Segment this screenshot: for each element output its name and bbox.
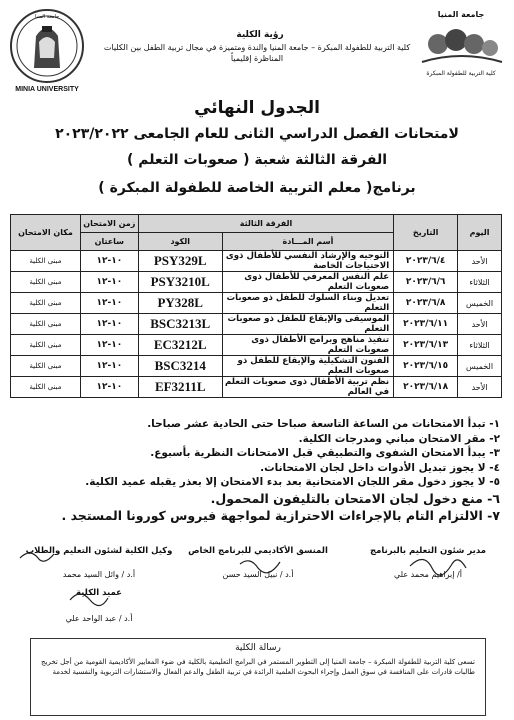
vision-title: رؤية الكلية <box>236 30 284 40</box>
exam-schedule-table <box>10 214 502 398</box>
row-place: مبنى الكلية <box>11 377 81 398</box>
row-subject: تنفيذ مناهج وبرامج الأطفال ذوى صعوبات التعلم <box>222 335 393 356</box>
page-title: الجدول النهائي <box>194 98 320 118</box>
header-time: زمن الامتحان <box>80 215 138 233</box>
faculty-message-box <box>30 638 486 716</box>
table-row <box>11 293 502 314</box>
header-code: الكود <box>138 233 222 251</box>
row-day: الثلاثاء <box>458 335 502 356</box>
row-time: ١٠-١٢ <box>80 251 138 272</box>
row-subject: الموسيقى والإيقاع للطفل ذو صعوبات التعلم <box>222 314 393 335</box>
note-item: ١- تبدأ الامتحانات من الساعة التاسعة صباحا حتى الحادية عشر صباحا. <box>147 418 500 430</box>
header-hours: ساعتان <box>80 233 138 251</box>
row-time: ١٠-١٢ <box>80 377 138 398</box>
row-place: مبنى الكلية <box>11 251 81 272</box>
row-date: ٢٠٢٣/٦/١٨ <box>394 377 458 398</box>
row-date: ٢٠٢٣/٦/١١ <box>394 314 458 335</box>
signature-director-name: أ/ إبراهيم محمد علي <box>394 570 462 579</box>
signature-vice-dean-name: أ.د / وائل السيد محمد <box>62 570 136 579</box>
signature-director-title: مدير شئون التعليم بالبرنامج <box>369 546 487 556</box>
signature-vice-dean-title: وكيل الكلية لشئون التعليم والطلاب <box>25 546 173 556</box>
row-subject: علم النفس المعرفي للأطفال ذوى صعوبات التعلم <box>222 272 393 293</box>
table-row <box>11 356 502 377</box>
row-code: PSY329L <box>138 251 222 272</box>
row-time: ١٠-١٢ <box>80 293 138 314</box>
faculty-logo <box>416 10 506 82</box>
row-time: ١٠-١٢ <box>80 314 138 335</box>
row-place: مبنى الكلية <box>11 272 81 293</box>
row-place: مبنى الكلية <box>11 356 81 377</box>
message-title: رسالة الكلية <box>235 643 281 653</box>
row-code: BSC3214 <box>138 356 222 377</box>
signature-coordinator-name: أ.د / نبيل السيد حسن <box>222 570 294 579</box>
logo-right-bottom: كلية التربية للطفولة المبكرة <box>426 70 496 77</box>
row-day: الخميس <box>458 356 502 377</box>
row-date: ٢٠٢٣/٦/٨ <box>394 293 458 314</box>
row-subject: التوجيه والإرشاد النفسي للأطفال ذوى الاحتياجات الخاصة <box>222 251 393 272</box>
row-day: الأحد <box>458 314 502 335</box>
signature-coordinator-title: المنسق الأكاديمي للبرنامج الخاص <box>188 546 328 556</box>
row-subject: نظم تربية الأطفال ذوى صعوبات التعلم في العالم <box>222 377 393 398</box>
header-subject: أسم المـــادة <box>222 233 393 251</box>
note-item: ٦- منع دخول لجان الامتحان بالتليفون المحمول. <box>210 490 500 506</box>
row-place: مبنى الكلية <box>11 293 81 314</box>
logo-left-text: MINIA UNIVERSITY <box>15 86 79 93</box>
row-subject: تعديل وبناء السلوك للطفل ذو صعوبات التعلم <box>222 293 393 314</box>
logo-right-top: جامعة المنيا <box>437 10 485 19</box>
table-row <box>11 272 502 293</box>
vision-text: كلية التربية للطفولة المبكرة – جامعة المنيا والندة ومتميزة في مجال تربية الطفل بين الكليات المناظرة إقليمياً <box>103 43 411 63</box>
note-item: ٧- الالتزام التام بالإجراءات الاحترازية لمواجهة فيروس كورونا المستجد . <box>61 507 500 523</box>
row-day: الأحد <box>458 377 502 398</box>
row-subject: الفنون التشكيلية والإيقاع للطفل ذو صعوبات التعلم <box>222 356 393 377</box>
row-code: EF3211L <box>138 377 222 398</box>
row-date: ٢٠٢٣/٦/٦ <box>394 272 458 293</box>
header-place: مكان الامتحان <box>11 215 81 251</box>
message-text: تسعى كلية التربية للطفولة المبكرة – جامعة المنيا إلى التطوير المستمر في البرامج التعليمية بالكلية في ضوء المعايير الأكاديمية القومية من أجل تخريج طالبات قادرات على المنافسة في سوق العمل وإجراء البحوث العلمية الرائدة في تربية الطفل والدعم الفعال والاستشارات التربوية والنفسية لخدمة <box>41 658 475 676</box>
signature-dean-name: أ.د / عبد الواحد علي <box>65 614 133 623</box>
program-line: برنامج( معلم التربية الخاصة للطفولة المبكرة ) <box>98 180 416 196</box>
row-place: مبنى الكلية <box>11 335 81 356</box>
row-date: ٢٠٢٣/٦/١٥ <box>394 356 458 377</box>
table-row <box>11 335 502 356</box>
header-day: اليوم <box>458 215 502 251</box>
row-code: EC3212L <box>138 335 222 356</box>
exam-term-line: لامتحانات الفصل الدراسي الثانى للعام الجامعى ٢٠٢٣/٢٠٢٢ <box>55 126 459 142</box>
row-day: الأحد <box>458 251 502 272</box>
note-item: ٥- لا يجوز دخول مقر اللجان الامتحانية بعد بدء الامتحان إلا بعذر يقبله عميد الكلية. <box>85 476 500 488</box>
exam-notes <box>10 417 500 524</box>
year-division-line: الفرقة الثالثة شعبة ( صعوبات التعلم ) <box>126 152 388 168</box>
table-row <box>11 314 502 335</box>
row-code: PY328L <box>138 293 222 314</box>
row-code: BSC3213L <box>138 314 222 335</box>
row-date: ٢٠٢٣/٦/٤ <box>394 251 458 272</box>
note-item: ٣- يبدأ الامتحان الشفوى والتطبيقي قبل الامتحانات النظرية بأسبوع. <box>150 447 500 459</box>
row-day: الثلاثاء <box>458 272 502 293</box>
logo-left-arabic: جامعة المنيا <box>34 14 60 20</box>
handwritten-signatures <box>0 540 514 640</box>
row-time: ١٠-١٢ <box>80 272 138 293</box>
row-date: ٢٠٢٣/٦/١٣ <box>394 335 458 356</box>
table-row <box>11 251 502 272</box>
header-date: التاريخ <box>394 215 458 251</box>
minia-university-logo <box>4 6 90 98</box>
signature-dean-title: عميد الكلية <box>76 588 122 598</box>
header-group: الفرقة الثالثة <box>138 215 393 233</box>
note-item: ٢- مقر الامتحان مباني ومدرجات الكلية. <box>298 432 500 445</box>
row-code: PSY3210L <box>138 272 222 293</box>
row-time: ١٠-١٢ <box>80 356 138 377</box>
row-place: مبنى الكلية <box>11 314 81 335</box>
note-item: ٤- لا يجوز تبديل الأدوات داخل لجان الامتحانات. <box>260 461 500 474</box>
row-time: ١٠-١٢ <box>80 335 138 356</box>
row-day: الخميس <box>458 293 502 314</box>
table-row <box>11 377 502 398</box>
